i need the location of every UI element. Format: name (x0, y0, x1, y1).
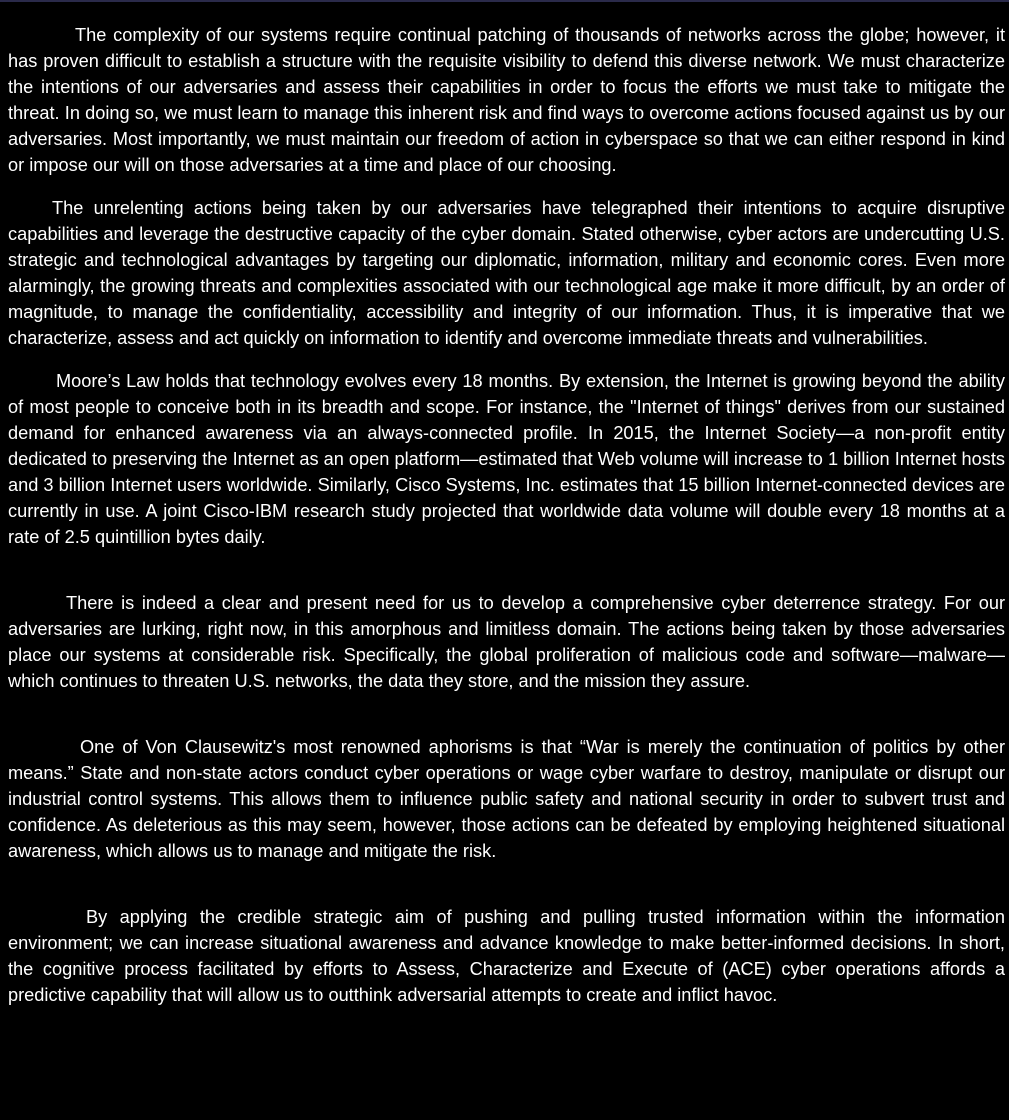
paragraph-adversary-actions: The unrelenting actions being taken by our adversaries have telegraphed their intentions to acquire disruptive capabilities and leverage the destructive capacity of the cyber domain. Stated otherwise, cyber actors are undercutting U.S. strategic and technological advantages by targeting our diplomatic, information, military and economic cores. Even more alarmingly, the growing threats and complexities associated with our technological age make it more difficult, by an order of magnitude, to manage the confidentiality, accessibility and integrity of our information. Thus, it is imperative that we characterize, assess and act quickly on information to identify and overcome immediate threats and vulnerabilities. (8, 198, 1005, 348)
paragraph-ace-operations: By applying the credible strategic aim of pushing and pulling trusted information within the information environment; we can increase situational awareness and advance knowledge to make better-informed decisions. In short, the cognitive process facilitated by efforts to Assess, Characterize and Execute of (ACE) cyber operations affords a predictive capability that will allow us to outthink adversarial attempts to create and inflict havoc. (8, 907, 1005, 1005)
paragraph-clausewitz: One of Von Clausewitz's most renowned aphorisms is that “War is merely the continuation of politics by other means.” State and non-state actors conduct cyber operations or wage cyber warfare to destroy, manipulate or disrupt our industrial control systems. This allows them to influence public safety and national security in order to subvert trust and confidence. As deleterious as this may seem, however, those actions can be defeated by employing heightened situational awareness, which allows us to manage and mitigate the risk. (8, 737, 1005, 861)
paragraph-systems-complexity: The complexity of our systems require continual patching of thousands of networks across the globe; however, it has proven difficult to establish a structure with the requisite visibility to defend this diverse network. We must characterize the intentions of our adversaries and assess their capabilities in order to focus the efforts we must take to mitigate the threat. In doing so, we must learn to manage this inherent risk and find ways to overcome actions focused against us by our adversaries. Most importantly, we must maintain our freedom of action in cyberspace so that we can either respond in kind or impose our will on those adversaries at a time and place of our choosing. (8, 25, 1005, 175)
paragraph-moores-law: Moore’s Law holds that technology evolves every 18 months. By extension, the Internet is growing beyond the ability of most people to conceive both in its breadth and scope. For instance, the "Internet of things" derives from our sustained demand for enhanced awareness via an always-connected profile. In 2015, the Internet Society—a non-profit entity dedicated to preserving the Internet as an open platform—estimated that Web volume will increase to 1 billion Internet hosts and 3 billion Internet users worldwide. Similarly, Cisco Systems, Inc. estimates that 15 billion Internet-connected devices are currently in use. A joint Cisco-IBM research study projected that worldwide data volume will double every 18 months at a rate of 2.5 quintillion bytes daily. (8, 371, 1005, 547)
document-body (8, 22, 1005, 1008)
paragraph-deterrence-strategy: There is indeed a clear and present need for us to develop a comprehensive cyber deterrence strategy. For our adversaries are lurking, right now, in this amorphous and limitless domain. The actions being taken by those adversaries place our systems at considerable risk. Specifically, the global proliferation of malicious code and software—malware—which continues to threaten U.S. networks, the data they store, and the mission they assure. (8, 593, 1005, 691)
